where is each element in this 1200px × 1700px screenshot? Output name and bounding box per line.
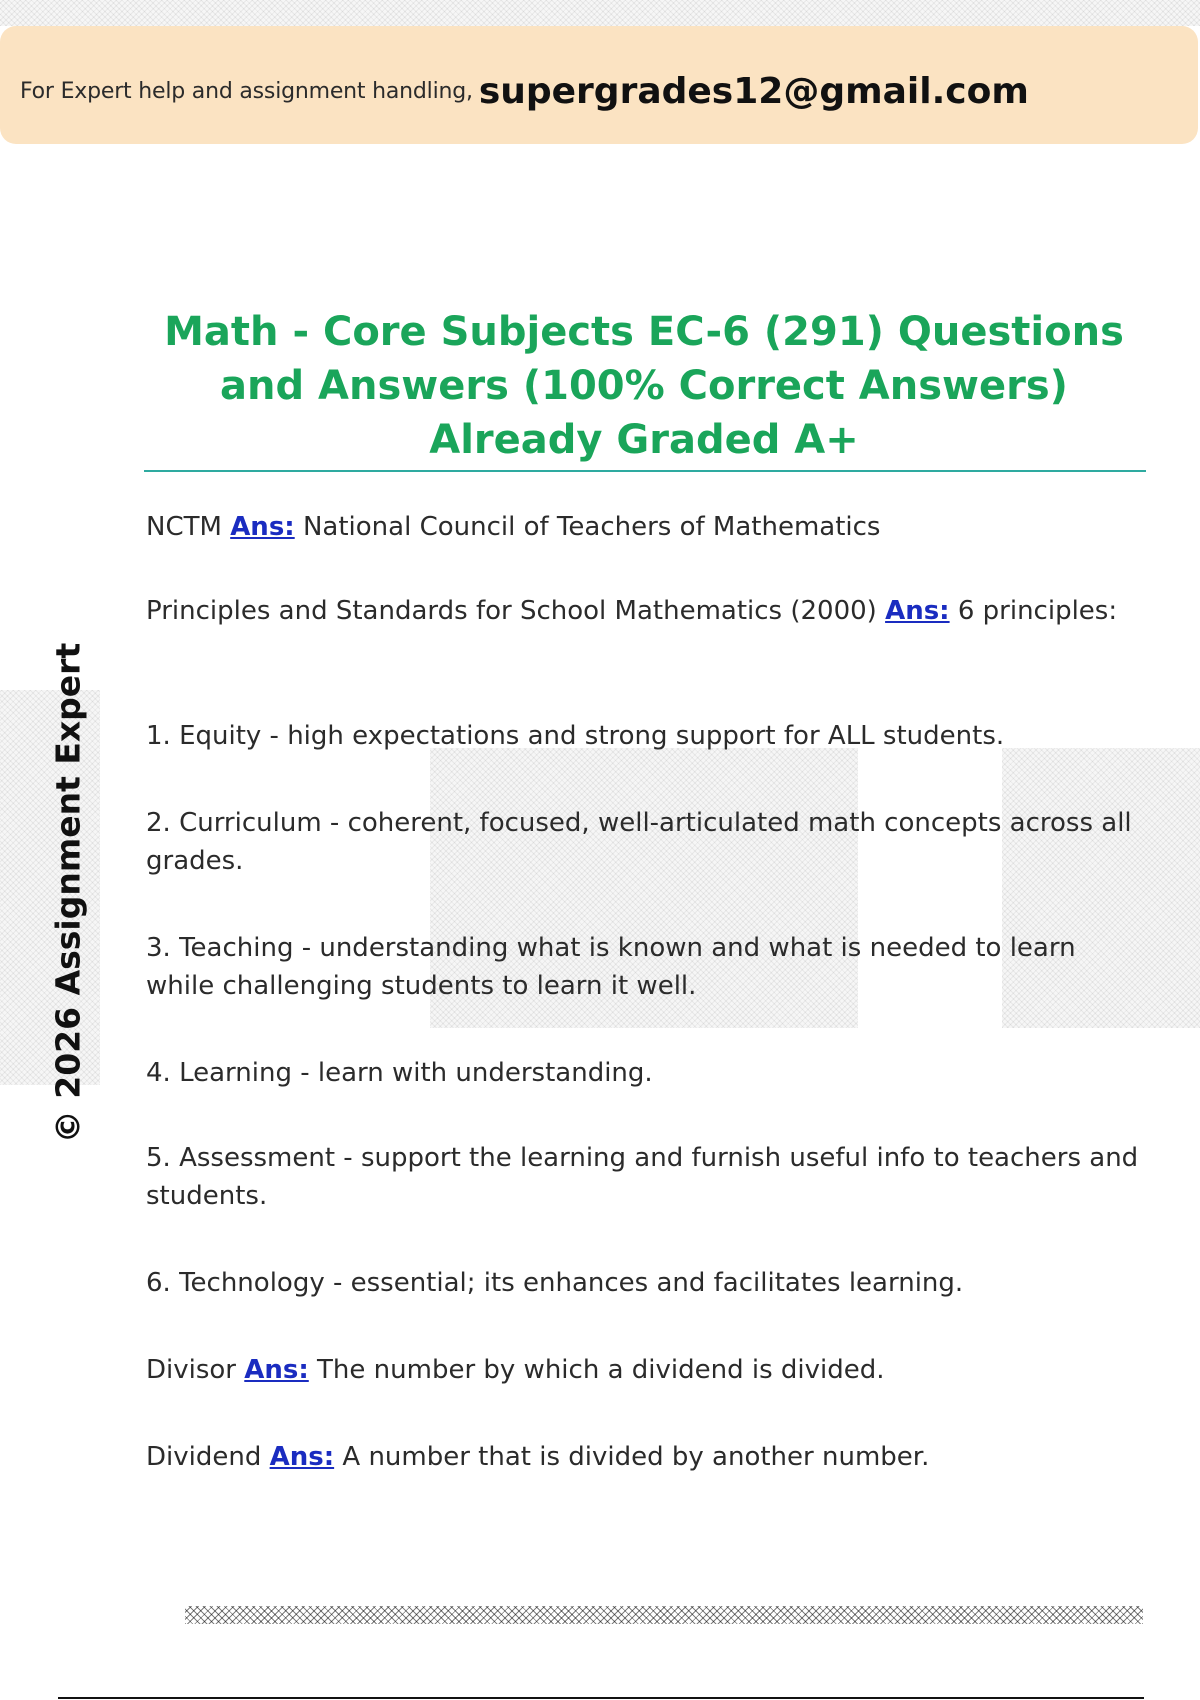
qa-entry-principles [146,592,1146,630]
top-pattern-strip [0,0,1200,26]
ans-link[interactable]: Ans: [230,512,295,542]
principle-item: 4. Learning - learn with understanding. [146,1058,653,1088]
qa-term: Dividend [146,1442,262,1472]
principle-item: 1. Equity - high expectations and strong support for ALL students. [146,721,1005,751]
qa-term: Divisor [146,1355,236,1385]
qa-entry-dividend [146,1438,1146,1476]
banner-lead-text: For Expert help and assignment handling, [20,78,473,104]
contact-email[interactable]: supergrades12@gmail.com [478,70,1029,112]
qa-entry-divisor [146,1351,1146,1389]
qa-term: Principles and Standards for School Mathematics (2000) [146,596,877,626]
qa-answer: National Council of Teachers of Mathematics [302,512,881,542]
principle-item: 5. Assessment - support the learning and furnish useful info to teachers and students. [146,1143,1139,1211]
principle-item: 3. Teaching - understanding what is known and what is needed to learn while challenging students to learn it well. [146,933,1076,1001]
document-title: Math - Core Subjects EC-6 (291) Questions and Answers (100% Correct Answers) Already Graded A+ [164,309,1124,463]
ans-link[interactable]: Ans: [885,596,950,626]
principle-item: 6. Technology - essential; its enhances and facilitates learning. [146,1268,964,1298]
contact-banner [0,26,1198,144]
bottom-rule [58,1697,1144,1699]
copyright-watermark: © 2026 Assignment Expert [48,642,88,1144]
title-underline [144,470,1146,472]
qa-answer: A number that is divided by another number. [342,1442,930,1472]
qa-answer: 6 principles: [957,596,1118,626]
qa-answer: The number by which a dividend is divided. [317,1355,885,1385]
ans-link[interactable]: Ans: [269,1442,335,1472]
qa-term: NCTM [146,512,222,542]
footer-zigzag-divider [185,1606,1143,1624]
ans-link[interactable]: Ans: [244,1355,309,1385]
principle-item: 2. Curriculum - coherent, focused, well-articulated math concepts across all grades. [146,808,1132,876]
qa-entry-nctm [146,508,1146,546]
